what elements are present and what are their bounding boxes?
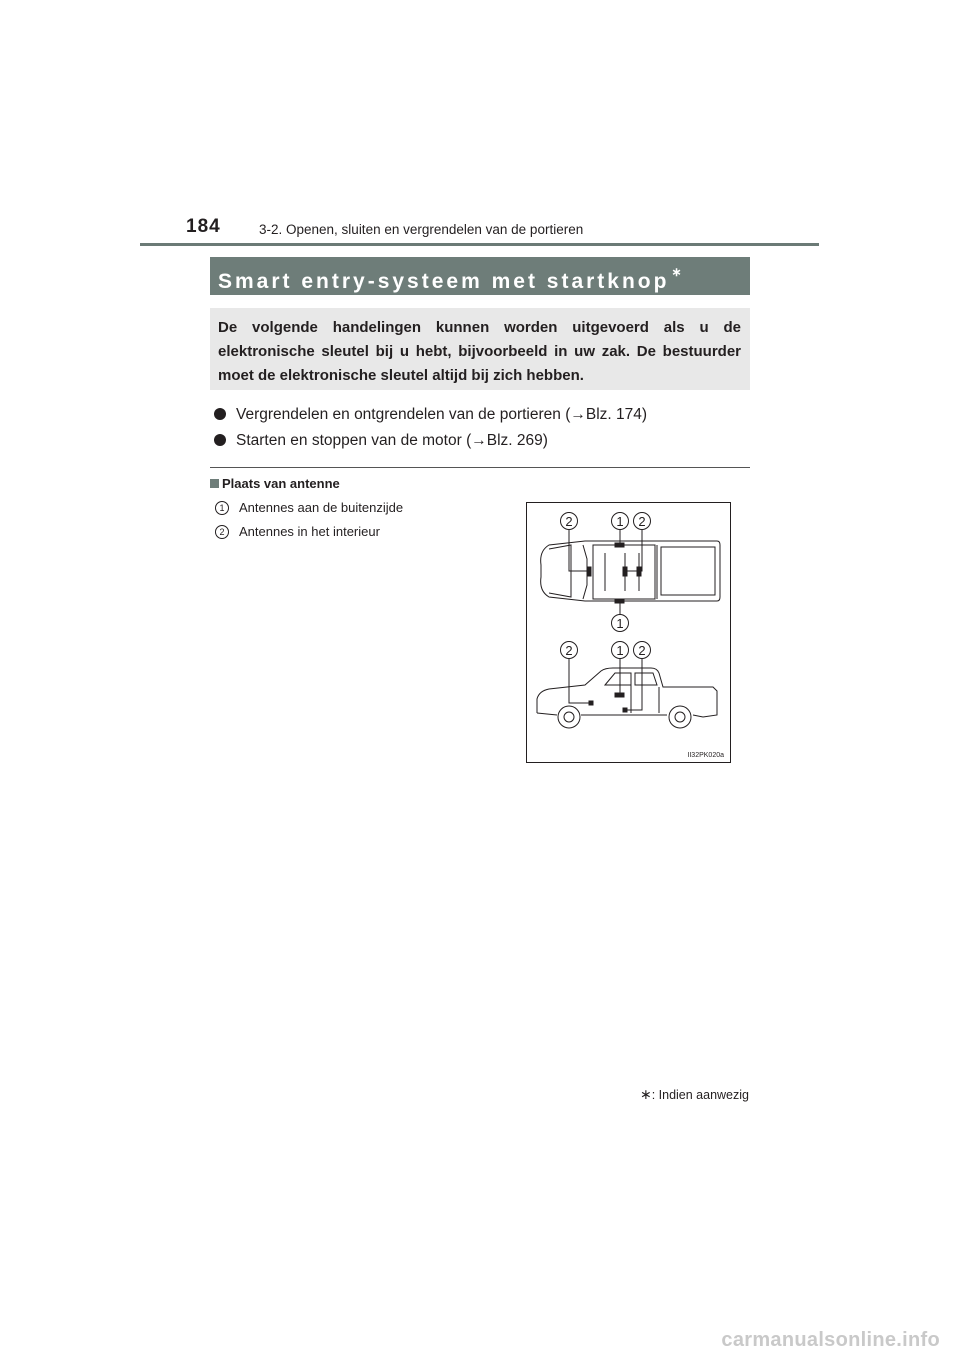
antenna-marker bbox=[587, 567, 591, 576]
antenna-marker bbox=[615, 543, 624, 547]
antenna-marker bbox=[623, 567, 627, 576]
antenna-marker bbox=[615, 693, 624, 697]
bullet-text: Starten en stoppen van de motor (→Blz. 269) bbox=[236, 432, 548, 449]
section-divider bbox=[210, 467, 750, 468]
bullet-text: Vergrendelen en ontgrendelen van de portieren (→Blz. 174) bbox=[236, 406, 648, 423]
callout-number: 2 bbox=[565, 514, 573, 529]
footnote-asterisk: ∗ bbox=[639, 1086, 652, 1102]
sub-heading bbox=[210, 476, 340, 491]
legend-label: Antennes in het interieur bbox=[239, 524, 380, 539]
intro-box: De volgende handelingen kunnen worden uitgevoerd als u de elektronische sleutel bij u hebt, bijvoorbeeld in uw zak. De bestuurder moet de elektronische sleutel altijd bij zich hebben. bbox=[210, 308, 750, 390]
footnote bbox=[640, 1086, 749, 1103]
sub-heading-text: Plaats van antenne bbox=[222, 476, 340, 491]
legend-label: Antennes aan de buitenzijde bbox=[239, 500, 404, 515]
header-rule bbox=[140, 243, 819, 246]
footnote-text: : Indien aanwezig bbox=[651, 1088, 749, 1102]
legend-item bbox=[215, 524, 380, 539]
title-asterisk: ∗ bbox=[671, 265, 685, 279]
truck-side-view bbox=[537, 658, 717, 728]
bullet-item bbox=[214, 432, 548, 450]
antenna-marker bbox=[615, 599, 624, 603]
truck-top-view bbox=[541, 529, 720, 615]
antenna-location-figure bbox=[526, 502, 731, 763]
legend-item bbox=[215, 500, 403, 515]
figure-code: II32PK020a bbox=[687, 752, 724, 759]
number-badge: 1 bbox=[215, 501, 229, 515]
section-title-bar bbox=[210, 257, 750, 295]
antenna-marker bbox=[623, 708, 627, 712]
callout-number: 2 bbox=[638, 514, 646, 529]
vehicle-diagram bbox=[527, 503, 730, 762]
callout-group-side bbox=[561, 642, 651, 659]
callout-number: 2 bbox=[565, 643, 573, 658]
callout-number: 1 bbox=[616, 514, 624, 529]
callout-number: 2 bbox=[638, 643, 646, 658]
callout-number: 1 bbox=[616, 616, 624, 631]
number-badge: 2 bbox=[215, 525, 229, 539]
callout-number: 1 bbox=[616, 643, 624, 658]
square-bullet-icon bbox=[210, 479, 219, 488]
antenna-marker bbox=[589, 701, 593, 705]
running-header: 3-2. Openen, sluiten en vergrendelen van de portieren bbox=[259, 222, 584, 237]
page-number: 184 bbox=[186, 216, 221, 237]
section-title: Smart entry-systeem met startknop bbox=[218, 270, 670, 293]
bullet-dot-icon bbox=[214, 434, 226, 446]
watermark: carmanualsonline.info bbox=[721, 1329, 940, 1351]
bullet-item bbox=[214, 406, 647, 424]
bullet-dot-icon bbox=[214, 408, 226, 420]
